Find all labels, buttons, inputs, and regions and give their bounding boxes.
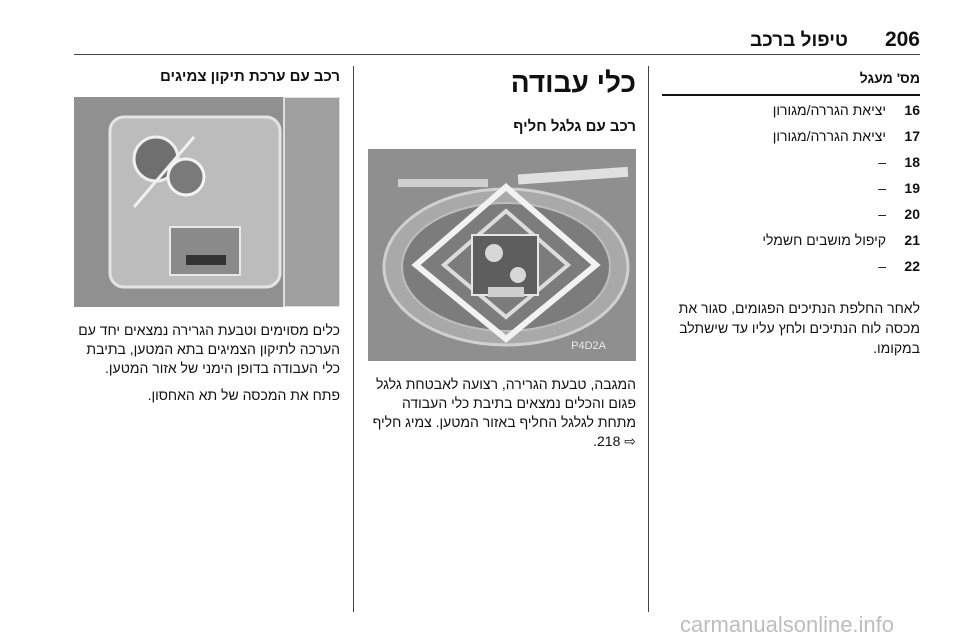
column-divider-right [648, 66, 649, 612]
fuse-number: 19 [904, 180, 920, 196]
repair-kit-text: כלים מסוימים וטבעת הגרירה נמצאים יחד עם הערכה לתיקון הצמיגים בתא המטען, בתיבת כלי העבודה בדופן הימני של אזור המטען. [78, 322, 340, 376]
repair-kit-figure [74, 97, 340, 307]
page-title: טיפול ברכב [750, 30, 848, 51]
fuse-row [662, 128, 920, 154]
table-header: מס' מעגל [662, 66, 920, 96]
section-heading: כלי עבודה [510, 67, 636, 98]
fuse-circuit: – [878, 258, 886, 274]
fuse-circuit: – [878, 180, 886, 196]
fuse-row [662, 206, 920, 232]
tools-text: המגבה, טבעת הגרירה, רצועה לאבטחת גלגל פגום והכלים נמצאים בתיבת כלי העבודה מתחת לגלגל החליף באזור המטען. צמיג חליף ⇨ 218. [372, 376, 636, 449]
fuse-rows [662, 102, 920, 284]
subheading-repair-kit: רכב עם ערכת תיקון צמיגים [160, 68, 340, 85]
fuse-circuit: יציאת הגררה/מגורון [772, 102, 886, 118]
repair-kit-column [74, 66, 340, 405]
fuse-circuit: – [878, 206, 886, 222]
fuse-number: 21 [904, 232, 920, 248]
fuse-note: לאחר החלפת הנתיכים הפגומים, סגור את מכסה לוח הנתיכים ולחץ עליו עד שישתלב במקומו. [678, 300, 920, 356]
fuse-row [662, 154, 920, 180]
column-divider-left [353, 66, 354, 612]
header-divider [74, 54, 920, 55]
fuse-number: 22 [904, 258, 920, 274]
tools-column [368, 66, 636, 451]
fuse-number: 20 [904, 206, 920, 222]
page-number: 206 [884, 28, 920, 51]
jack-tools-figure [368, 149, 636, 361]
fuse-row [662, 102, 920, 128]
figure-id: P4D2A [571, 340, 606, 352]
fuse-number: 18 [904, 154, 920, 170]
repair-kit-text-2: פתח את המכסה של תא האחסון. [147, 387, 340, 403]
fuse-row [662, 232, 920, 258]
fuse-row [662, 258, 920, 284]
fuse-row [662, 180, 920, 206]
watermark: carmanualsonline.info [680, 612, 895, 637]
fuse-circuit: קיפול מושבים חשמלי [762, 232, 886, 248]
fuse-circuit: – [878, 154, 886, 170]
subheading-spare-wheel: רכב עם גלגל חליף [513, 118, 636, 135]
fuse-table-column [662, 66, 920, 358]
fuse-circuit: יציאת הגררה/מגורון [772, 128, 886, 144]
fuse-number: 17 [904, 128, 920, 144]
fuse-number: 16 [904, 102, 920, 118]
